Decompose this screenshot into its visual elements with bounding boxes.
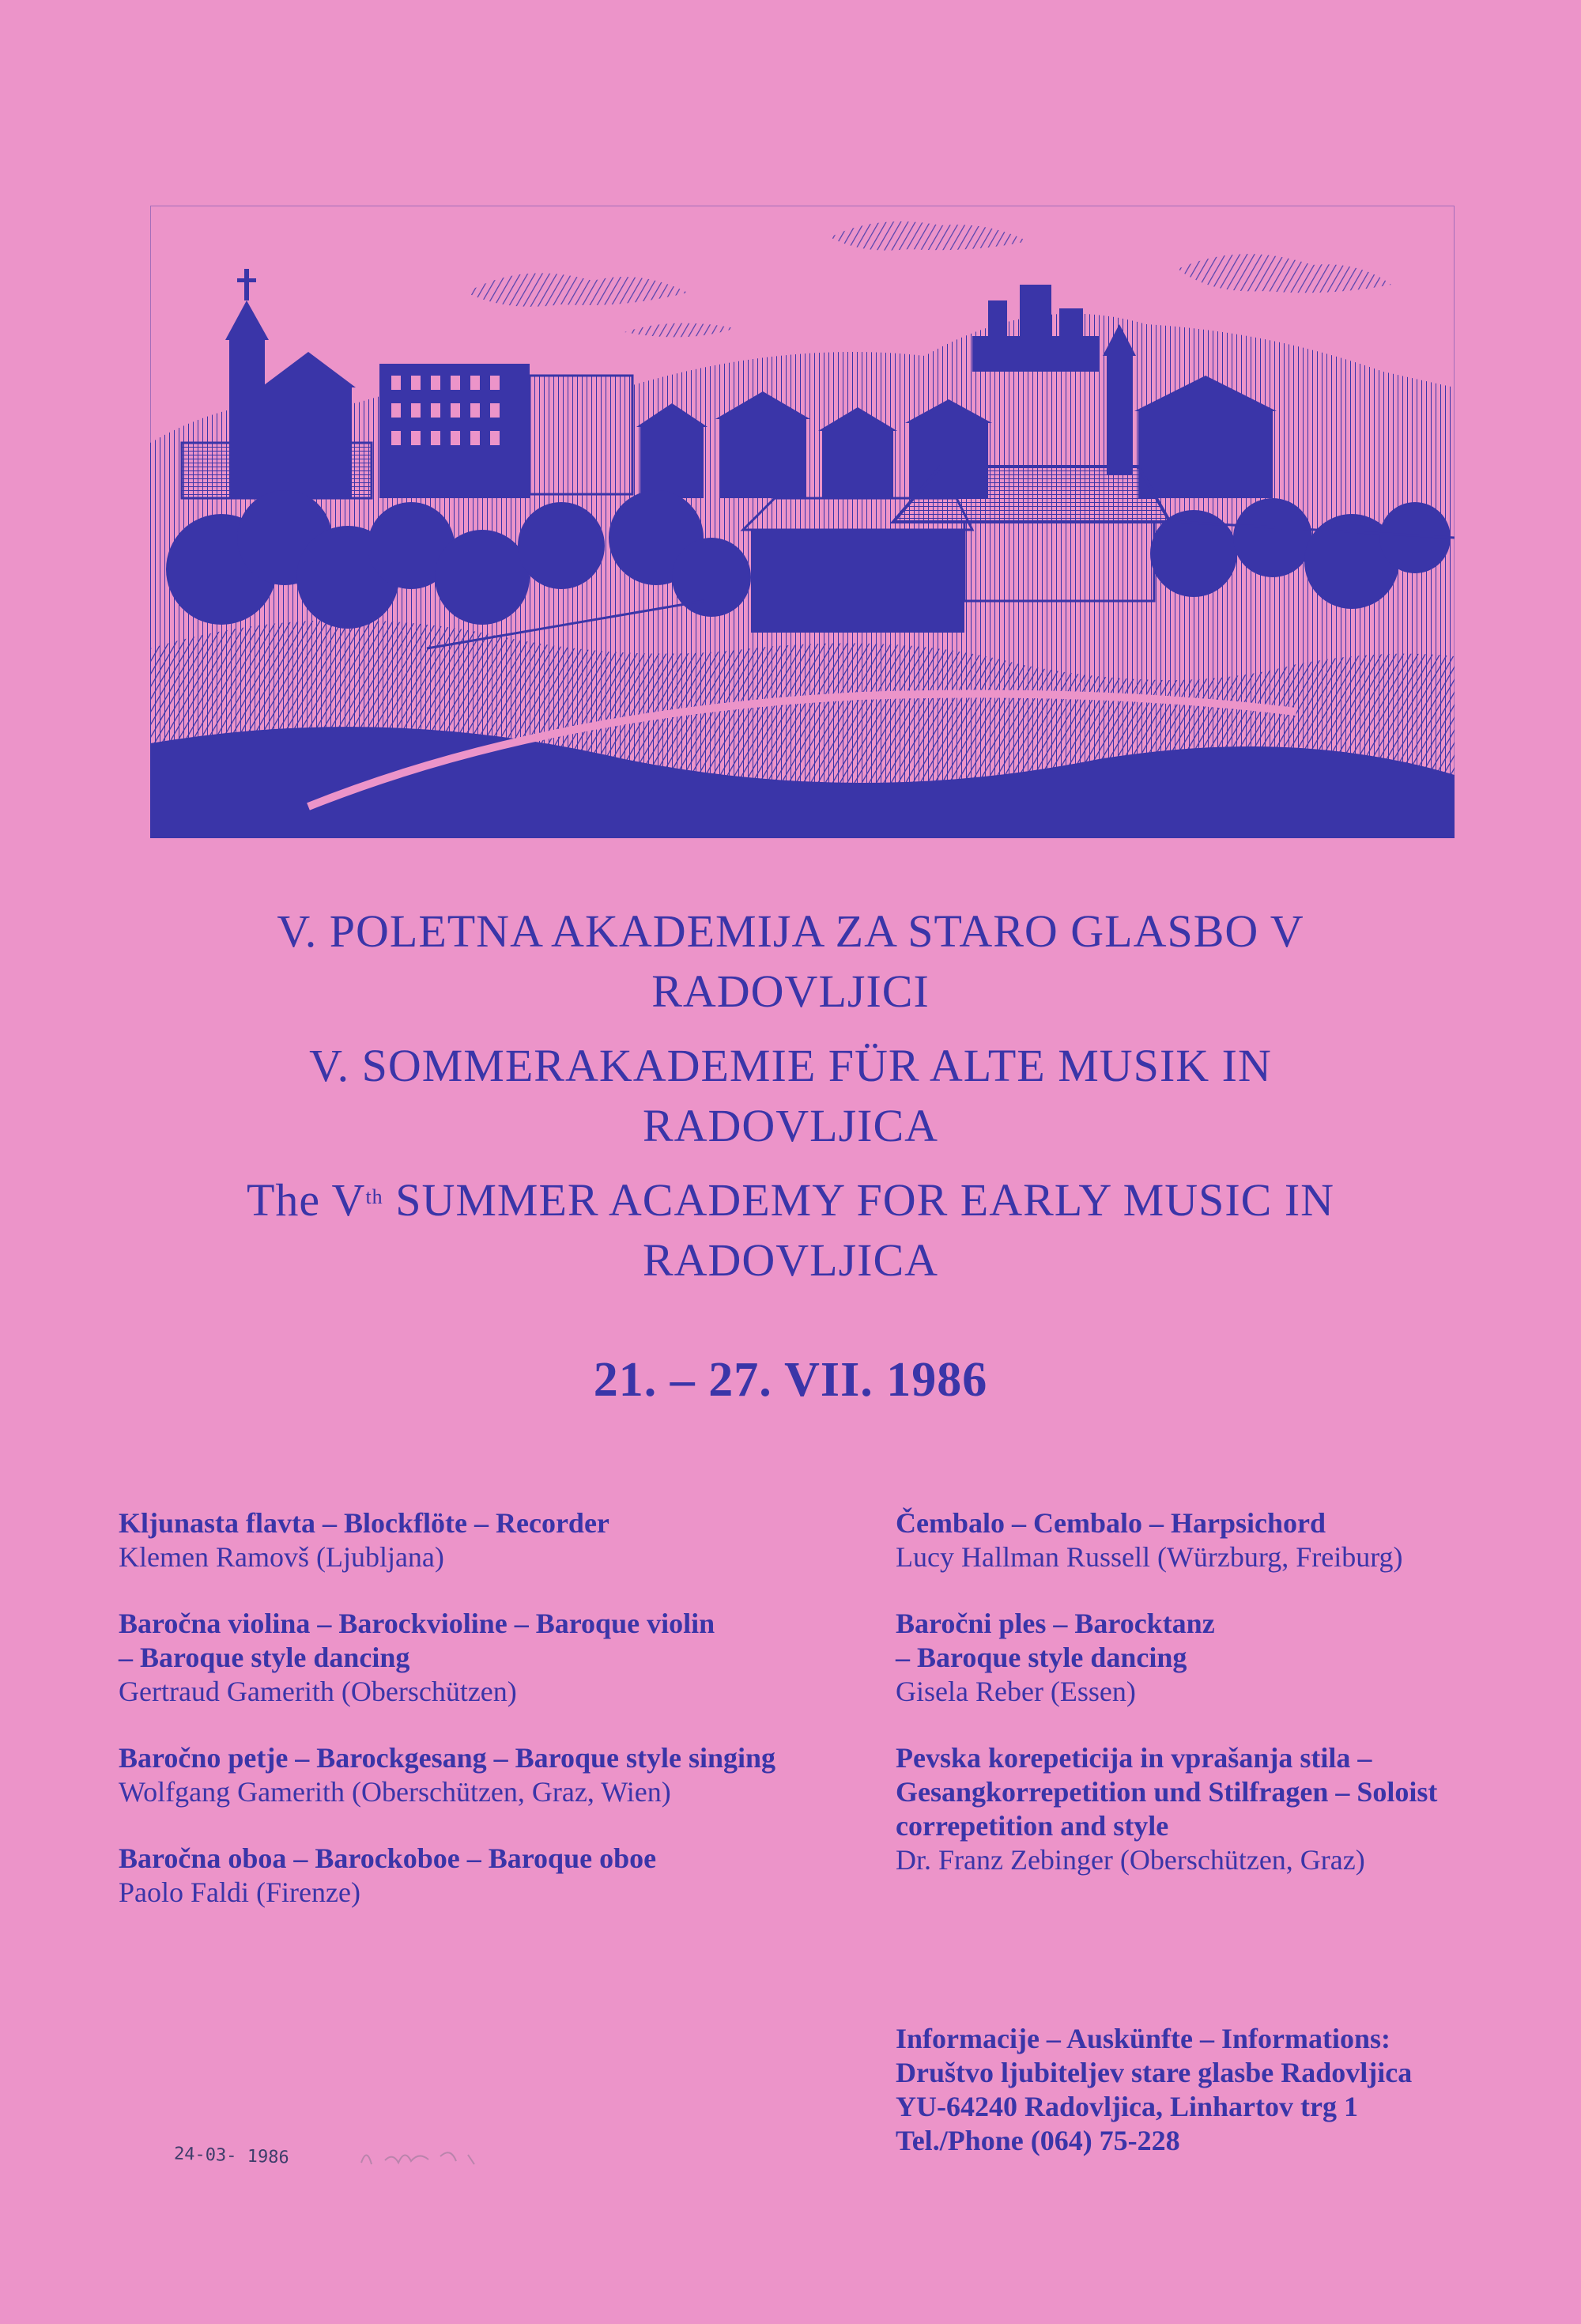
pencil-scribble <box>357 2141 492 2172</box>
course-subject: Čembalo – Cembalo – Harpsichord <box>896 1507 1326 1539</box>
course-teacher: Lucy Hallman Russell (Würzburg, Freiburg) <box>896 1541 1403 1573</box>
course-subject: Baročna oboa – Barockoboe – Baroque oboe <box>119 1842 657 1874</box>
courses-right-column <box>896 1506 1512 1910</box>
title-slovene <box>119 901 1462 1022</box>
right-course-3 <box>896 1741 1512 1877</box>
course-subject: – Baroque style dancing <box>896 1642 1187 1673</box>
course-teacher: Gertraud Gamerith (Oberschützen) <box>119 1676 517 1707</box>
title-english-line2: RADOVLJICA <box>642 1234 939 1286</box>
date-stamp: 24-03- 1986 <box>173 2144 290 2168</box>
course-teacher: Paolo Faldi (Firenze) <box>119 1876 360 1908</box>
right-course-2 <box>896 1607 1512 1709</box>
title-english-sup: th <box>365 1185 383 1208</box>
clouds <box>466 221 1391 337</box>
course-subject: Baročni ples – Barocktanz <box>896 1608 1215 1639</box>
title-english-post: SUMMER ACADEMY FOR EARLY MUSIC IN <box>383 1174 1335 1226</box>
course-teacher: Wolfgang Gamerith (Oberschützen, Graz, Wien) <box>119 1776 671 1808</box>
course-subject: – Baroque style dancing <box>119 1642 410 1673</box>
info-heading: Informacije – Auskünfte – Informations: <box>896 2023 1390 2054</box>
manor-house <box>379 364 632 498</box>
title-german <box>119 1036 1462 1156</box>
title-german-line2: RADOVLJICA <box>642 1100 939 1151</box>
course-subject: Baročno petje – Barockgesang – Baroque style singing <box>119 1742 776 1774</box>
left-course-1 <box>119 1506 846 1574</box>
left-course-4 <box>119 1842 846 1910</box>
title-german-line1: V. SOMMERAKADEMIE FÜR ALTE MUSIK IN <box>309 1040 1272 1091</box>
info-phone: Tel./Phone (064) 75-228 <box>896 2125 1180 2156</box>
info-address: YU-64240 Radovljica, Linhartov trg 1 <box>896 2091 1358 2122</box>
course-teacher: Klemen Ramovš (Ljubljana) <box>119 1541 444 1573</box>
title-english <box>119 1170 1462 1290</box>
course-subject: Pevska korepeticija in vprašanja stila – <box>896 1742 1372 1774</box>
left-course-2 <box>119 1607 846 1709</box>
course-subject: Baročna violina – Barockvioline – Baroque violin <box>119 1608 715 1639</box>
contact-info <box>896 2022 1512 2158</box>
title-slovene-line2: RADOVLJICI <box>651 965 930 1017</box>
title-english-pre: The V <box>246 1174 366 1226</box>
info-organisation: Društvo ljubiteljev stare glasbe Radovljica <box>896 2057 1413 2088</box>
course-subject: correpetition and style <box>896 1810 1169 1842</box>
course-teacher: Dr. Franz Zebinger (Oberschützen, Graz) <box>896 1844 1365 1876</box>
academy-titles <box>119 901 1462 1305</box>
course-teacher: Gisela Reber (Essen) <box>896 1676 1136 1707</box>
castle-ruin <box>972 285 1099 372</box>
courses-left-column <box>119 1506 846 1942</box>
right-course-1 <box>896 1506 1512 1574</box>
course-subject: Kljunasta flavta – Blockflöte – Recorder <box>119 1507 609 1539</box>
town-engraving <box>150 206 1455 838</box>
title-slovene-line1: V. POLETNA AKADEMIJA ZA STARO GLASBO V <box>277 905 1304 957</box>
course-subject: Gesangkorrepetition und Stilfragen – Soloist <box>896 1776 1438 1808</box>
left-course-3 <box>119 1741 846 1809</box>
event-dates: 21. – 27. VII. 1986 <box>593 1353 988 1407</box>
title-english-line1 <box>119 1170 1462 1230</box>
